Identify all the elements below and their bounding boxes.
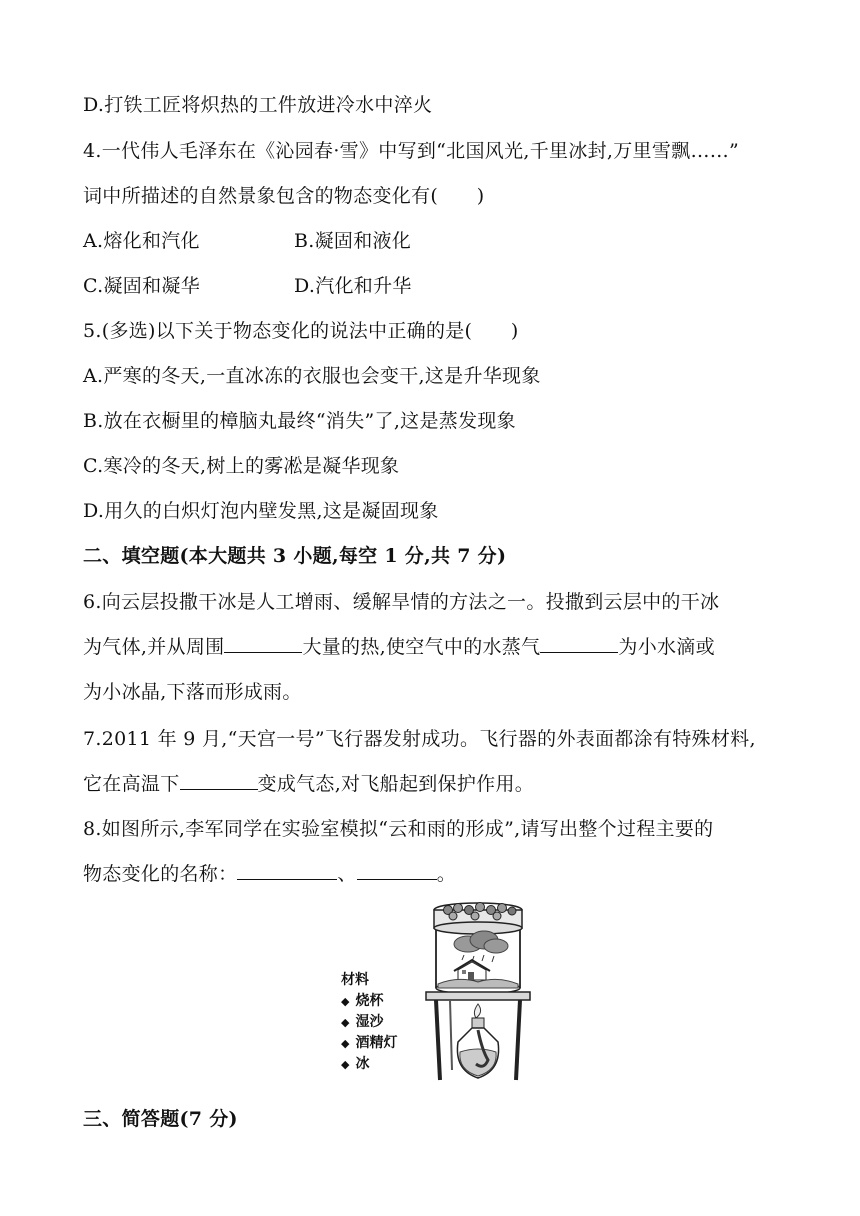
q5-option-d: D.用久的白炽灯泡内壁发黑,这是凝固现象 <box>83 500 439 522</box>
material-item: ◆ 烧杯 <box>341 993 384 1009</box>
section-3-heading: 三、简答题(7 分) <box>83 1108 238 1130</box>
q7-text-b: 变成气态,对飞船起到保护作用。 <box>257 773 535 795</box>
q8-text-b: 、 <box>337 863 357 885</box>
q7-blank-1[interactable] <box>180 771 258 790</box>
q4-option-c: C.凝固和凝华 <box>83 275 201 297</box>
diamond-bullet-icon: ◆ <box>341 1058 350 1071</box>
materials-title: 材料 <box>341 972 369 988</box>
q8-blank-1[interactable] <box>237 861 337 880</box>
q4-options-row2 <box>83 273 783 299</box>
q8-line1: 8.如图所示,李军同学在实验室模拟“云和雨的形成”,请写出整个过程主要的 <box>83 818 714 840</box>
q6-line2 <box>83 634 715 660</box>
ice-tray-icon <box>434 903 522 935</box>
q6-text-a: 为气体,并从周围 <box>83 636 225 658</box>
q7-text-a: 它在高温下 <box>83 773 180 795</box>
q7-line1: 7.2011 年 9 月,“天宫一号”飞行器发射成功。飞行器的外表面都涂有特殊材料, <box>83 728 756 750</box>
q6-text-c: 为小水滴或 <box>618 636 715 658</box>
q6-text-b: 大量的热,使空气中的水蒸气 <box>302 636 541 658</box>
q6-blank-2[interactable] <box>540 634 618 653</box>
q4-options-row1 <box>83 228 783 254</box>
diamond-bullet-icon: ◆ <box>341 1037 350 1050</box>
q5-option-a: A.严寒的冬天,一直冰冻的衣服也会变干,这是升华现象 <box>83 365 541 387</box>
material-item: ◆ 湿沙 <box>341 1014 384 1030</box>
q4-option-b: B.凝固和液化 <box>294 230 412 252</box>
q4-stem-line1: 4.一代伟人毛泽东在《沁园春·雪》中写到“北国风光,千里冰封,万里雪飘……” <box>83 140 740 162</box>
wet-sand-icon <box>438 979 518 988</box>
q4-option-a: A.熔化和汽化 <box>83 230 200 252</box>
q7-line2 <box>83 771 534 797</box>
q5-option-c: C.寒冷的冬天,树上的雾凇是凝华现象 <box>83 455 400 477</box>
material-item: ◆ 酒精灯 <box>341 1035 398 1051</box>
section-2-heading: 二、填空题(本大题共 3 小题,每空 1 分,共 7 分) <box>83 545 507 567</box>
q8-blank-2[interactable] <box>357 861 437 880</box>
q4-stem-line2: 词中所描述的自然景象包含的物态变化有( ) <box>83 185 485 207</box>
material-item: ◆ 冰 <box>341 1056 370 1072</box>
apparatus-illustration <box>338 900 538 1088</box>
q6-line3: 为小冰晶,下落而形成雨。 <box>83 681 302 703</box>
cloud-icon <box>454 931 508 962</box>
q8-line2 <box>83 861 456 887</box>
alcohol-lamp-icon <box>457 1004 498 1078</box>
q6-blank-1[interactable] <box>224 634 302 653</box>
house-icon <box>454 960 490 980</box>
cloud-rain-experiment-figure <box>338 900 538 1088</box>
q8-text-a: 物态变化的名称： <box>83 863 238 885</box>
q6-line1: 6.向云层投撒干冰是人工增雨、缓解旱情的方法之一。投撒到云层中的干冰 <box>83 591 720 613</box>
q4-option-d: D.汽化和升华 <box>294 275 412 297</box>
q5-stem: 5.(多选)以下关于物态变化的说法中正确的是( ) <box>83 320 519 342</box>
diamond-bullet-icon: ◆ <box>341 1016 350 1029</box>
q5-option-b: B.放在衣橱里的樟脑丸最终“消失”了,这是蒸发现象 <box>83 410 516 432</box>
q3-option-d: D.打铁工匠将炽热的工件放进冷水中淬火 <box>83 94 433 116</box>
q8-text-c: 。 <box>436 863 457 885</box>
diamond-bullet-icon: ◆ <box>341 995 350 1008</box>
